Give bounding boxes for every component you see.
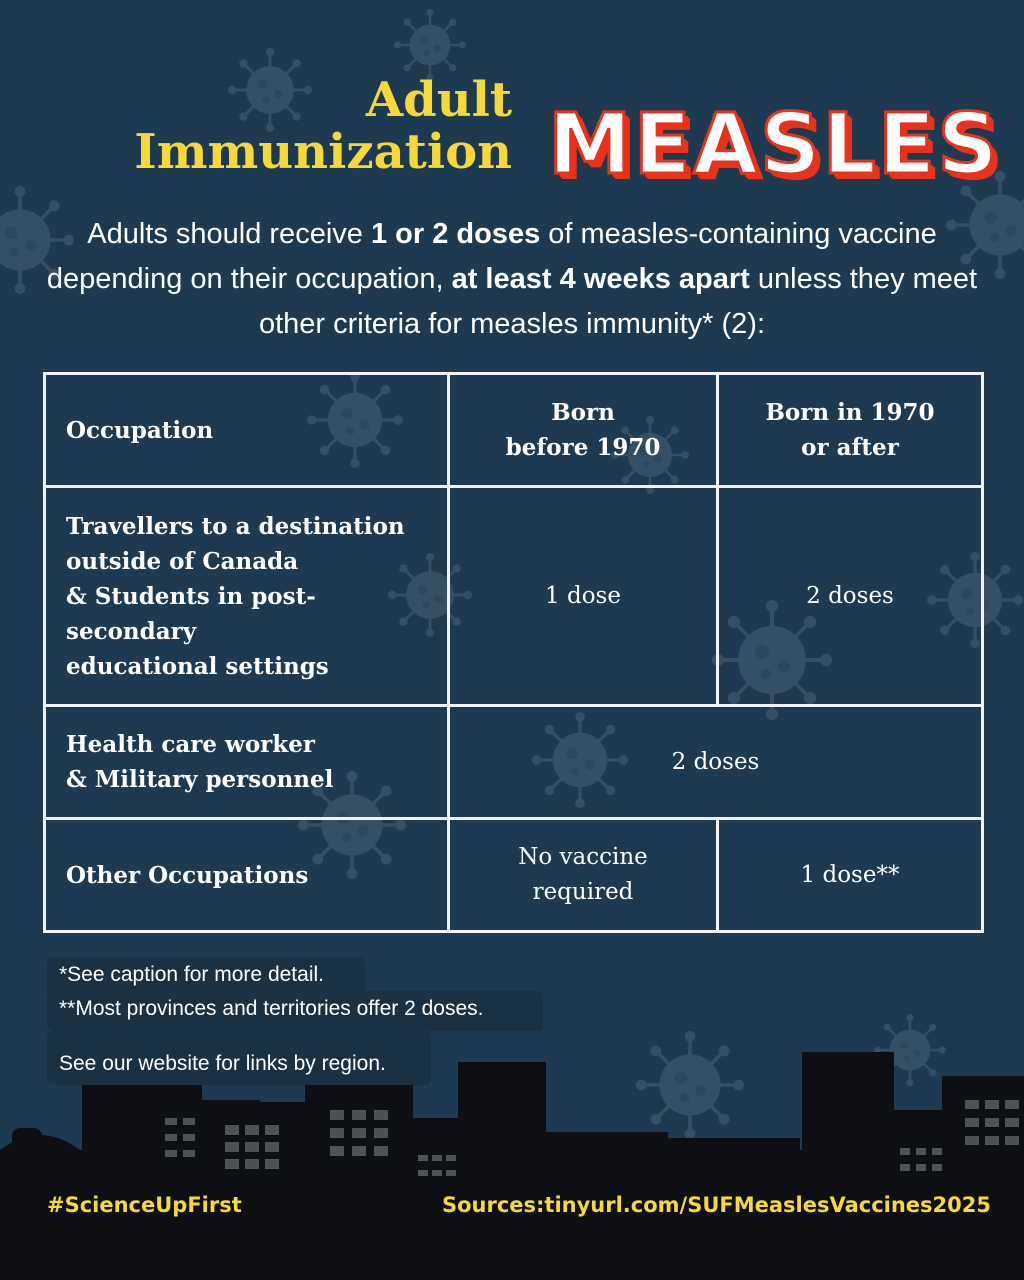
hashtag: #ScienceUpFirst — [47, 1193, 242, 1217]
title-line-2: Immunization — [134, 124, 512, 180]
occupation-travellers-students — [45, 487, 449, 706]
occupation-other — [45, 819, 449, 932]
footnote-website — [47, 1031, 431, 1085]
table-row — [45, 819, 983, 932]
header-after-line-1: Born in 1970 — [765, 399, 935, 426]
header-born-1970-or-after — [718, 374, 983, 487]
dose-before-1970 — [449, 819, 718, 932]
occupation-line: Other Occupations — [66, 861, 309, 889]
footnote-3: See our website for links by region. — [59, 1052, 386, 1075]
title-line-1: Adult — [365, 72, 512, 128]
occupation-line: educational settings — [66, 652, 329, 680]
intro-part-1: Adults should receive — [87, 218, 371, 250]
title-measles: MEASLES — [548, 95, 1000, 193]
title-adult-immunization — [100, 74, 512, 178]
occupation-line: Travellers to a destination — [66, 512, 405, 540]
occupation-line: & Military personnel — [66, 766, 334, 793]
footnote-provinces — [47, 991, 543, 1031]
occupation-line: outside of Canada — [66, 547, 299, 575]
dose-all-ages: 2 doses — [449, 706, 983, 819]
intro-part-2: of measles-containing vaccine depending on their occupation, — [46, 218, 937, 295]
city-skyline — [0, 1052, 1024, 1280]
intro-bold-1: 1 or 2 doses — [370, 218, 541, 250]
occupation-health-military — [45, 706, 449, 819]
table-row — [45, 706, 983, 819]
intro-bold-2: at least 4 weeks apart — [451, 263, 750, 295]
vaccine-table — [43, 372, 984, 933]
dose-1970-or-after: 1 dose** — [718, 819, 983, 932]
table-row — [45, 487, 983, 706]
intro-text — [30, 212, 994, 347]
footnote-2: **Most provinces and territories offer 2 doses. — [59, 997, 484, 1020]
virus-icon — [636, 1031, 744, 1139]
table-header-row — [45, 374, 983, 487]
dose-line-1: No vaccine — [518, 844, 648, 870]
footnote-1: *See caption for more detail. — [59, 963, 324, 986]
header-born-before-1970 — [449, 374, 718, 487]
dose-before-1970: 1 dose — [449, 487, 718, 706]
dose-1970-or-after: 2 doses — [718, 487, 983, 706]
occupation-line: Health care worker — [66, 731, 315, 758]
intro-part-3: unless they meet other criteria for measles immunity* (2): — [258, 263, 978, 340]
header-after-line-2: or after — [801, 434, 899, 461]
occupation-line: & Students in post-secondary — [66, 582, 316, 645]
header-before-line-2: before 1970 — [505, 434, 661, 461]
dose-line-2: required — [532, 879, 634, 905]
header-occupation: Occupation — [45, 374, 449, 487]
header-before-line-1: Born — [551, 399, 615, 426]
virus-icon — [394, 9, 466, 81]
sources-link[interactable]: Sources:tinyurl.com/SUFMeaslesVaccines2025 — [441, 1193, 991, 1217]
